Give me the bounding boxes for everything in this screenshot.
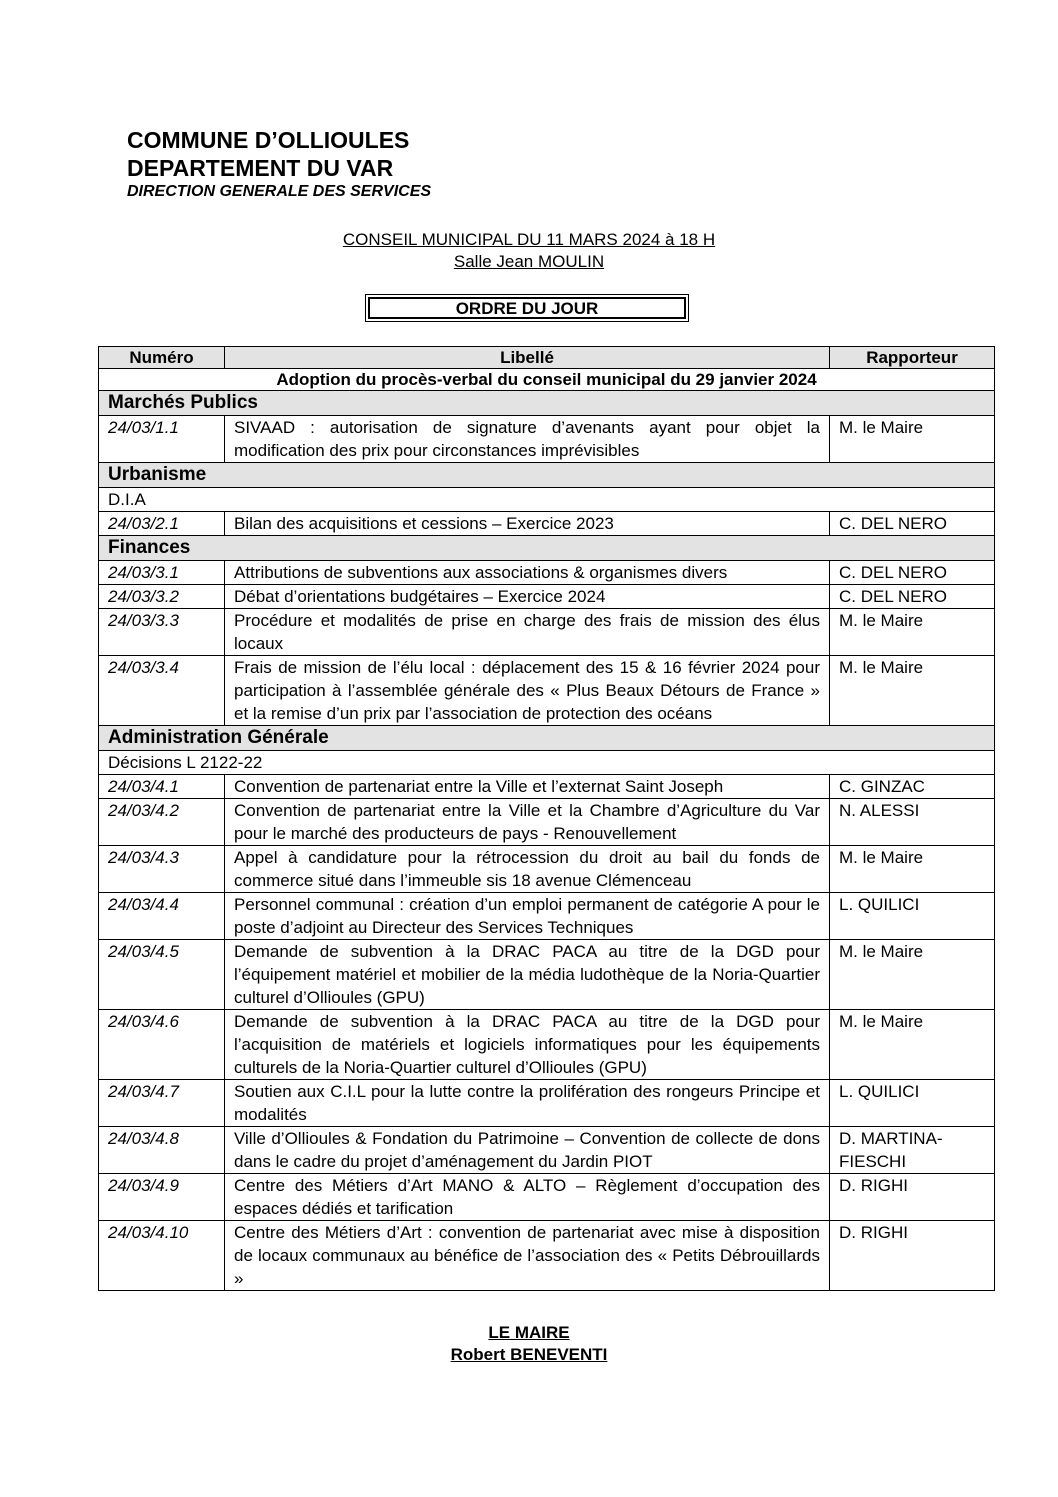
row-libelle: Demande de subvention à la DRAC PACA au titre de la DGD pour l’équipement matériel et mobilier de la média ludothèque de la Noria-Quartier culturel d’Ollioules (GPU) [225,940,830,1010]
signature-name: Robert BENEVENTI [450,1345,608,1364]
subheading-dia: D.I.A [99,488,995,512]
row-number: 24/03/4.9 [99,1174,225,1221]
table-row [99,846,995,893]
row-number: 24/03/4.10 [99,1221,225,1291]
document-header [127,126,431,202]
row-rapporteur: D. RIGHI [830,1174,995,1221]
row-libelle: Ville d’Ollioules & Fondation du Patrimoine – Convention de collecte de dons dans le cadre du projet d’aménagement du Jardin PIOT [225,1127,830,1174]
direction-name: DIRECTION GENERALE DES SERVICES [127,183,432,200]
section-urbanisme: Urbanisme [99,463,995,488]
table-row [99,585,995,609]
subheading-row [99,751,995,775]
row-libelle: Soutien aux C.I.L pour la lutte contre la prolifération des rongeurs Principe et modalités [225,1080,830,1127]
row-libelle: SIVAAD : autorisation de signature d’avenants ayant pour objet la modification des prix pour circonstances imprévisibles [225,416,830,463]
row-rapporteur: M. le Maire [830,609,995,656]
table-row [99,609,995,656]
table-row [99,799,995,846]
row-rapporteur: M. le Maire [830,846,995,893]
row-rapporteur: L. QUILICI [830,893,995,940]
row-libelle: Appel à candidature pour la rétrocession du droit au bail du fonds de commerce situé dans l’immeuble sis 18 avenue Clémenceau [225,846,830,893]
table-row [99,1221,995,1291]
header-libelle: Libellé [225,347,830,369]
section-row [99,391,995,416]
table-row [99,656,995,726]
row-libelle: Centre des Métiers d’Art MANO & ALTO – Règlement d’occupation des espaces dédiés et tarification [225,1174,830,1221]
row-number: 24/03/2.1 [99,512,225,536]
row-rapporteur: M. le Maire [830,416,995,463]
row-number: 24/03/4.8 [99,1127,225,1174]
row-number: 24/03/3.3 [99,609,225,656]
row-number: 24/03/4.6 [99,1010,225,1080]
row-rapporteur: D. MARTINA-FIESCHI [830,1127,995,1174]
row-rapporteur: N. ALESSI [830,799,995,846]
row-number: 24/03/1.1 [99,416,225,463]
signature-title: LE MAIRE [488,1323,570,1342]
adoption-row [99,369,995,391]
section-row [99,536,995,561]
row-number: 24/03/3.2 [99,585,225,609]
adoption-label: Adoption du procès-verbal du conseil municipal du 29 janvier 2024 [99,369,995,391]
row-libelle: Convention de partenariat entre la Ville et la Chambre d’Agriculture du Var pour le marché des producteurs de pays - Renouvellement [225,799,830,846]
table-row [99,940,995,1010]
meeting-title: CONSEIL MUNICIPAL DU 11 MARS 2024 à 18 H [342,230,716,249]
row-rapporteur: D. RIGHI [830,1221,995,1291]
table-row [99,561,995,585]
table-row [99,1127,995,1174]
row-rapporteur: L. QUILICI [830,1080,995,1127]
row-libelle: Attributions de subventions aux associations & organismes divers [225,561,830,585]
ordre-du-jour-title: ORDRE DU JOUR [368,297,686,319]
signature-block [0,1322,1058,1366]
row-number: 24/03/3.1 [99,561,225,585]
row-number: 24/03/4.5 [99,940,225,1010]
row-libelle: Personnel communal : création d’un emploi permanent de catégorie A pour le poste d’adjoint au Directeur des Services Techniques [225,893,830,940]
row-number: 24/03/4.7 [99,1080,225,1127]
subheading-row [99,488,995,512]
header-numero: Numéro [99,347,225,369]
row-rapporteur: C. GINZAC [830,775,995,799]
row-number: 24/03/4.2 [99,799,225,846]
row-libelle: Procédure et modalités de prise en charge des frais de mission des élus locaux [225,609,830,656]
row-number: 24/03/4.1 [99,775,225,799]
meeting-venue: Salle Jean MOULIN [453,252,605,271]
row-number: 24/03/4.3 [99,846,225,893]
section-finances: Finances [99,536,995,561]
row-rapporteur: C. DEL NERO [830,585,995,609]
agenda-table [98,346,995,1291]
row-libelle: Convention de partenariat entre la Ville et l’externat Saint Joseph [225,775,830,799]
table-row [99,1174,995,1221]
row-libelle: Débat d’orientations budgétaires – Exercice 2024 [225,585,830,609]
departement-name: DEPARTEMENT DU VAR [127,155,394,181]
row-rapporteur: C. DEL NERO [830,512,995,536]
row-number: 24/03/3.4 [99,656,225,726]
row-libelle: Bilan des acquisitions et cessions – Exercice 2023 [225,512,830,536]
table-row [99,512,995,536]
table-row [99,775,995,799]
table-row [99,1010,995,1080]
row-rapporteur: M. le Maire [830,1010,995,1080]
table-header-row [99,347,995,369]
section-marches-publics: Marchés Publics [99,391,995,416]
table-row [99,893,995,940]
row-rapporteur: M. le Maire [830,656,995,726]
section-row [99,726,995,751]
row-rapporteur: C. DEL NERO [830,561,995,585]
section-row [99,463,995,488]
meeting-info [0,229,1058,273]
commune-name: COMMUNE D’OLLIOULES [127,127,410,153]
row-rapporteur: M. le Maire [830,940,995,1010]
row-libelle: Demande de subvention à la DRAC PACA au titre de la DGD pour l’acquisition de matériels et logiciels informatiques pour les équipements culturels de la Noria-Quartier culturel d’Ollioules (GPU) [225,1010,830,1080]
table-row [99,416,995,463]
subheading-decisions: Décisions L 2122-22 [99,751,995,775]
header-rapporteur: Rapporteur [830,347,995,369]
row-libelle: Centre des Métiers d’Art : convention de partenariat avec mise à disposition de locaux communaux au bénéfice de l’association des « Petits Débrouillards » [225,1221,830,1291]
row-number: 24/03/4.4 [99,893,225,940]
section-administration-generale: Administration Générale [99,726,995,751]
row-libelle: Frais de mission de l’élu local : déplacement des 15 & 16 février 2024 pour participation à l’assemblée générale des « Plus Beaux Détours de France » et la remise d’un prix par l’association de protection des océans [225,656,830,726]
ordre-du-jour-box [365,294,689,322]
table-row [99,1080,995,1127]
